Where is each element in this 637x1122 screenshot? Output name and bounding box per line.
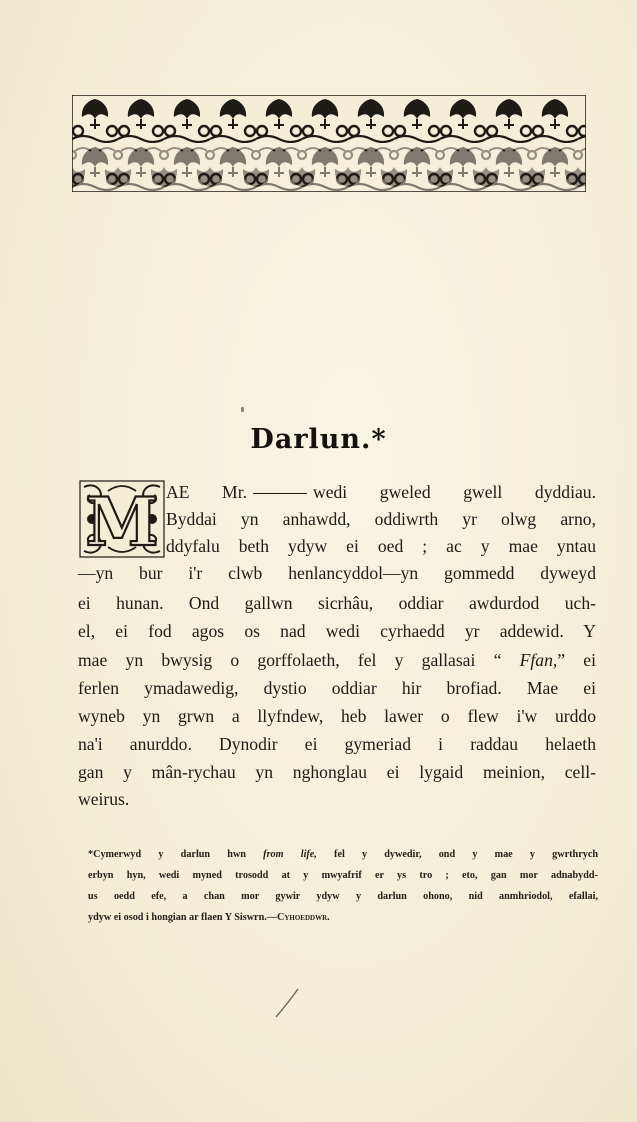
body-line-9: wyneb yn grwn a llyfndew, heb lawer o flew i'w urddo (78, 706, 596, 726)
body-line-6: el, ei fod agos os nad wedi cyrhaedd yr addewid. Y (78, 621, 596, 641)
body-line-1: AE Mr. wedi gweled gwell dyddiau. (166, 482, 597, 502)
body-line-4: —yn bur i'r clwb henlancyddol—yn gommedd dyweyd (78, 563, 596, 583)
body-line-7: mae yn bwysig o gorffolaeth, fel y gallasai “ Ffan,” ei (78, 650, 597, 670)
page-title: Darlun.* (250, 424, 387, 455)
footnote-line-4: ydyw ei osod i hongian ar flaen Y Siswrn.—Cyhoeddwr. (88, 912, 330, 923)
body-line-5: ei hunan. Ond gallwn sicrhâu, oddiar awdurdod uch- (78, 593, 596, 613)
body-line-8: ferlen ymadawedig, dystio oddiar hir brofiad. Mae ei (78, 678, 596, 698)
body-line-2: Byddai yn anhawdd, oddiwrth yr olwg arno, (166, 509, 596, 529)
name-blank-rule (253, 493, 307, 494)
footnote-line-2: erbyn hyn, wedi myned trosodd at y mwyafrif er ys tro ; eto, gan mor adnabydd- (88, 870, 598, 881)
body-line-11: gan y mân-rychau yn nghonglau ei lygaid meinion, cell- (78, 762, 596, 782)
emphasis-name: Ffan, (519, 650, 558, 670)
body-line-12: weirus. (78, 789, 130, 809)
footnote-line-1: *Cymerwyd y darlun hwn from life, fel y dywedir, ond y mae y gwrthrych (88, 849, 599, 860)
body-line-10: na'i anurddo. Dynodir ei gymeriad i raddau helaeth (78, 734, 596, 754)
stray-mark (241, 407, 244, 412)
stray-pen-mark-icon (270, 985, 306, 1021)
body-line-3: ddyfalu beth ydyw ei oed ; ac y mae yntau (166, 536, 596, 556)
drop-cap-letter: M (85, 483, 159, 559)
headpiece-ornament-icon (72, 95, 586, 192)
drop-cap-ornament-icon (78, 479, 166, 559)
footnote-line-3: us oedd efe, a chan mor gywir ydyw y darlun ohono, nid anmhriodol, efallai, (88, 891, 598, 902)
